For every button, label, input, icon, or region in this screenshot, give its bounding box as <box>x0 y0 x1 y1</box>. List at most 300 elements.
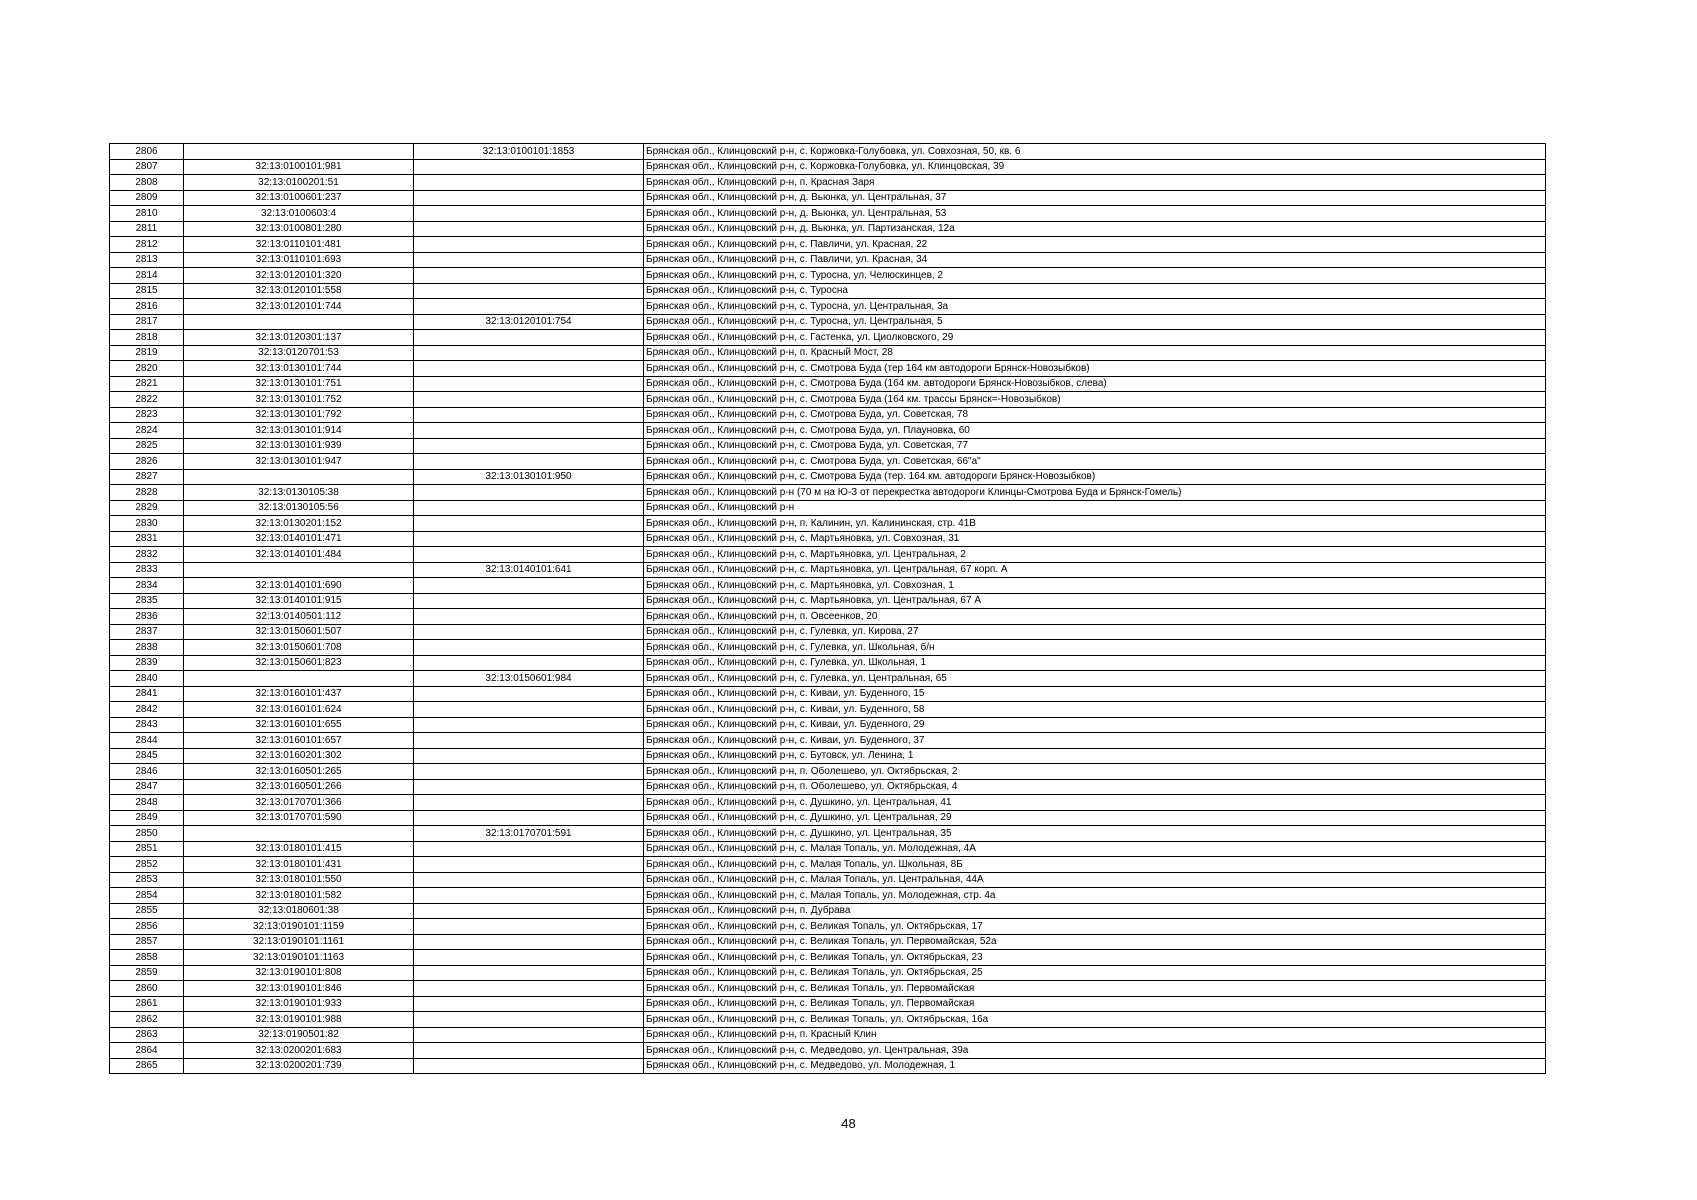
table-row <box>110 190 1546 206</box>
row-number-cell: 2834 <box>110 578 184 594</box>
address-cell: Брянская обл., Клинцовский р-н, с. Мартьяновка, ул. Центральная, 2 <box>644 547 1546 563</box>
cadastral-number-a-cell: 32:13:0140501:112 <box>184 609 414 625</box>
table-row <box>110 733 1546 749</box>
table-row <box>110 779 1546 795</box>
address-cell: Брянская обл., Клинцовский р-н, д. Вьюнка, ул. Центральная, 53 <box>644 206 1546 222</box>
cadastral-number-a-cell <box>184 144 414 160</box>
row-number-cell: 2864 <box>110 1043 184 1059</box>
row-number-cell: 2842 <box>110 702 184 718</box>
cadastral-number-b-cell <box>414 981 644 997</box>
address-cell: Брянская обл., Клинцовский р-н, с. Мартьяновка, ул. Центральная, 67 корп. А <box>644 562 1546 578</box>
table-row <box>110 624 1546 640</box>
cadastral-number-a-cell <box>184 671 414 687</box>
address-cell: Брянская обл., Клинцовский р-н, п. Калинин, ул. Калининская, стр. 41В <box>644 516 1546 532</box>
cadastral-number-b-cell <box>414 950 644 966</box>
row-number-cell: 2847 <box>110 779 184 795</box>
cadastral-number-a-cell: 32:13:0170701:590 <box>184 810 414 826</box>
cadastral-number-b-cell <box>414 159 644 175</box>
address-cell: Брянская обл., Клинцовский р-н, с. Душкино, ул. Центральная, 41 <box>644 795 1546 811</box>
table-row <box>110 857 1546 873</box>
cadastral-number-a-cell: 32:13:0100201:51 <box>184 175 414 191</box>
cadastral-number-a-cell: 32:13:0130101:744 <box>184 361 414 377</box>
cadastral-number-a-cell: 32:13:0130105:38 <box>184 485 414 501</box>
cadastral-number-b-cell <box>414 593 644 609</box>
cadastral-number-b-cell <box>414 810 644 826</box>
table-row <box>110 841 1546 857</box>
address-cell: Брянская обл., Клинцовский р-н, п. Красный Клин <box>644 1027 1546 1043</box>
table-row <box>110 1012 1546 1028</box>
address-cell: Брянская обл., Клинцовский р-н, с. Гулевка, ул. Школьная, 1 <box>644 655 1546 671</box>
table-row <box>110 562 1546 578</box>
cadastral-number-b-cell <box>414 624 644 640</box>
cadastral-number-b-cell <box>414 454 644 470</box>
cadastral-number-b-cell <box>414 702 644 718</box>
address-cell: Брянская обл., Клинцовский р-н (70 м на Ю-З от перекрестка автодороги Клинцы-Смотрова Буда и Брянск-Гомель) <box>644 485 1546 501</box>
row-number-cell: 2827 <box>110 469 184 485</box>
cadastral-number-b-cell <box>414 485 644 501</box>
address-cell: Брянская обл., Клинцовский р-н, с. Медведово, ул. Центральная, 39а <box>644 1043 1546 1059</box>
cadastral-number-a-cell: 32:13:0140101:915 <box>184 593 414 609</box>
row-number-cell: 2844 <box>110 733 184 749</box>
address-cell: Брянская обл., Клинцовский р-н, с. Мартьяновка, ул. Центральная, 67 А <box>644 593 1546 609</box>
cadastral-number-a-cell: 32:13:0120101:320 <box>184 268 414 284</box>
address-cell: Брянская обл., Клинцовский р-н, п. Красный Мост, 28 <box>644 345 1546 361</box>
address-cell: Брянская обл., Клинцовский р-н, с. Павличи, ул. Красная, 22 <box>644 237 1546 253</box>
cadastral-number-b-cell <box>414 547 644 563</box>
cadastral-number-a-cell: 32:13:0150601:507 <box>184 624 414 640</box>
cadastral-number-b-cell <box>414 717 644 733</box>
row-number-cell: 2815 <box>110 283 184 299</box>
row-number-cell: 2818 <box>110 330 184 346</box>
cadastral-number-b-cell <box>414 779 644 795</box>
row-number-cell: 2838 <box>110 640 184 656</box>
cadastral-number-a-cell: 32:13:0130101:939 <box>184 438 414 454</box>
row-number-cell: 2808 <box>110 175 184 191</box>
address-cell: Брянская обл., Клинцовский р-н, с. Великая Топаль, ул. Октябрьская, 23 <box>644 950 1546 966</box>
row-number-cell: 2836 <box>110 609 184 625</box>
row-number-cell: 2850 <box>110 826 184 842</box>
row-number-cell: 2816 <box>110 299 184 315</box>
cadastral-number-a-cell: 32:13:0110101:693 <box>184 252 414 268</box>
row-number-cell: 2843 <box>110 717 184 733</box>
row-number-cell: 2823 <box>110 407 184 423</box>
cadastral-number-b-cell <box>414 221 644 237</box>
address-cell: Брянская обл., Клинцовский р-н, д. Вьюнка, ул. Центральная, 37 <box>644 190 1546 206</box>
table-row <box>110 392 1546 408</box>
table-row <box>110 454 1546 470</box>
address-cell: Брянская обл., Клинцовский р-н, п. Дубрава <box>644 903 1546 919</box>
address-cell: Брянская обл., Клинцовский р-н, с. Смотрова Буда (164 км. трассы Брянск=-Новозыбков) <box>644 392 1546 408</box>
row-number-cell: 2832 <box>110 547 184 563</box>
row-number-cell: 2821 <box>110 376 184 392</box>
cadastral-number-b-cell <box>414 764 644 780</box>
address-cell: Брянская обл., Клинцовский р-н, с. Душкино, ул. Центральная, 29 <box>644 810 1546 826</box>
address-cell: Брянская обл., Клинцовский р-н, с. Туросна <box>644 283 1546 299</box>
row-number-cell: 2849 <box>110 810 184 826</box>
row-number-cell: 2809 <box>110 190 184 206</box>
table-row <box>110 872 1546 888</box>
cadastral-number-a-cell: 32:13:0120101:558 <box>184 283 414 299</box>
cadastral-number-a-cell: 32:13:0140101:690 <box>184 578 414 594</box>
row-number-cell: 2825 <box>110 438 184 454</box>
row-number-cell: 2833 <box>110 562 184 578</box>
address-cell: Брянская обл., Клинцовский р-н, с. Киваи, ул. Буденного, 29 <box>644 717 1546 733</box>
address-cell: Брянская обл., Клинцовский р-н, с. Гастенка, ул. Циолковского, 29 <box>644 330 1546 346</box>
row-number-cell: 2861 <box>110 996 184 1012</box>
cadastral-number-a-cell: 32:13:0120101:744 <box>184 299 414 315</box>
cadastral-number-a-cell: 32:13:0100801:280 <box>184 221 414 237</box>
table-row <box>110 1027 1546 1043</box>
table-row <box>110 252 1546 268</box>
cadastral-number-b-cell <box>414 175 644 191</box>
address-cell: Брянская обл., Клинцовский р-н, с. Гулевка, ул. Школьная, б/н <box>644 640 1546 656</box>
row-number-cell: 2826 <box>110 454 184 470</box>
table-row <box>110 299 1546 315</box>
address-cell: Брянская обл., Клинцовский р-н, с. Мартьяновка, ул. Совхозная, 31 <box>644 531 1546 547</box>
row-number-cell: 2840 <box>110 671 184 687</box>
table-row <box>110 826 1546 842</box>
table-row <box>110 640 1546 656</box>
table-row <box>110 485 1546 501</box>
row-number-cell: 2858 <box>110 950 184 966</box>
table-row <box>110 314 1546 330</box>
address-cell: Брянская обл., Клинцовский р-н, с. Великая Топаль, ул. Октябрьская, 17 <box>644 919 1546 935</box>
cadastral-number-a-cell: 32:13:0160101:624 <box>184 702 414 718</box>
row-number-cell: 2822 <box>110 392 184 408</box>
cadastral-number-a-cell: 32:13:0190101:933 <box>184 996 414 1012</box>
row-number-cell: 2856 <box>110 919 184 935</box>
address-cell: Брянская обл., Клинцовский р-н, с. Малая Топаль, ул. Молодежная, стр. 4а <box>644 888 1546 904</box>
address-cell: Брянская обл., Клинцовский р-н, с. Смотрова Буда, ул. Советская, 78 <box>644 407 1546 423</box>
table-row <box>110 965 1546 981</box>
table-row <box>110 531 1546 547</box>
cadastral-number-a-cell <box>184 826 414 842</box>
table-row <box>110 981 1546 997</box>
row-number-cell: 2863 <box>110 1027 184 1043</box>
row-number-cell: 2807 <box>110 159 184 175</box>
cadastral-number-a-cell: 32:13:0110101:481 <box>184 237 414 253</box>
row-number-cell: 2837 <box>110 624 184 640</box>
cadastral-number-b-cell <box>414 903 644 919</box>
cadastral-number-a-cell: 32:13:0150601:708 <box>184 640 414 656</box>
row-number-cell: 2811 <box>110 221 184 237</box>
table-row <box>110 903 1546 919</box>
cadastral-number-a-cell: 32:13:0140101:484 <box>184 547 414 563</box>
row-number-cell: 2830 <box>110 516 184 532</box>
table-row <box>110 655 1546 671</box>
cadastral-number-b-cell <box>414 206 644 222</box>
table-row <box>110 500 1546 516</box>
cadastral-number-b-cell <box>414 516 644 532</box>
cadastral-number-b-cell <box>414 392 644 408</box>
table-row <box>110 376 1546 392</box>
cadastral-number-b-cell <box>414 686 644 702</box>
cadastral-number-b-cell <box>414 996 644 1012</box>
table-row <box>110 593 1546 609</box>
cadastral-number-b-cell: 32:13:0170701:591 <box>414 826 644 842</box>
cadastral-number-a-cell: 32:13:0160501:266 <box>184 779 414 795</box>
row-number-cell: 2820 <box>110 361 184 377</box>
cadastral-number-a-cell: 32:13:0180101:431 <box>184 857 414 873</box>
cadastral-number-a-cell <box>184 469 414 485</box>
table-row <box>110 764 1546 780</box>
cadastral-number-b-cell <box>414 888 644 904</box>
cadastral-number-b-cell <box>414 299 644 315</box>
cadastral-number-b-cell <box>414 190 644 206</box>
address-cell: Брянская обл., Клинцовский р-н, с. Туросна, ул. Челюскинцев, 2 <box>644 268 1546 284</box>
table-row <box>110 469 1546 485</box>
address-cell: Брянская обл., Клинцовский р-н, с. Великая Топаль, ул. Октябрьская, 16а <box>644 1012 1546 1028</box>
table-row <box>110 919 1546 935</box>
address-cell: Брянская обл., Клинцовский р-н, с. Коржовка-Голубовка, ул. Клинцовская, 39 <box>644 159 1546 175</box>
table-row <box>110 748 1546 764</box>
cadastral-number-a-cell: 32:13:0140101:471 <box>184 531 414 547</box>
cadastral-number-a-cell: 32:13:0160201:302 <box>184 748 414 764</box>
cadastral-number-a-cell: 32:13:0180101:550 <box>184 872 414 888</box>
cadastral-number-a-cell: 32:13:0100601:237 <box>184 190 414 206</box>
table-row <box>110 516 1546 532</box>
table-row <box>110 330 1546 346</box>
table-row <box>110 159 1546 175</box>
cadastral-number-a-cell: 32:13:0130101:947 <box>184 454 414 470</box>
row-number-cell: 2865 <box>110 1058 184 1074</box>
address-cell: Брянская обл., Клинцовский р-н, с. Великая Топаль, ул. Первомайская, 52а <box>644 934 1546 950</box>
cadastral-number-b-cell <box>414 1043 644 1059</box>
row-number-cell: 2824 <box>110 423 184 439</box>
table-row <box>110 283 1546 299</box>
cadastral-number-b-cell <box>414 965 644 981</box>
table-row <box>110 795 1546 811</box>
table-row <box>110 547 1546 563</box>
cadastral-number-b-cell <box>414 748 644 764</box>
address-cell: Брянская обл., Клинцовский р-н, с. Медведово, ул. Молодежная, 1 <box>644 1058 1546 1074</box>
address-cell: Брянская обл., Клинцовский р-н, с. Смотрова Буда, ул. Советская, 77 <box>644 438 1546 454</box>
table-row <box>110 361 1546 377</box>
table-row <box>110 609 1546 625</box>
cadastral-number-a-cell: 32:13:0160501:265 <box>184 764 414 780</box>
address-cell: Брянская обл., Клинцовский р-н, с. Смотрова Буда (тер 164 км автодороги Брянск-Новозыбков) <box>644 361 1546 377</box>
registry-body <box>110 144 1546 1074</box>
address-cell: Брянская обл., Клинцовский р-н, с. Великая Топаль, ул. Первомайская <box>644 996 1546 1012</box>
cadastral-number-a-cell: 32:13:0130101:752 <box>184 392 414 408</box>
cadastral-number-a-cell: 32:13:0100101:981 <box>184 159 414 175</box>
cadastral-number-a-cell: 32:13:0120301:137 <box>184 330 414 346</box>
cadastral-number-a-cell: 32:13:0120701:53 <box>184 345 414 361</box>
row-number-cell: 2813 <box>110 252 184 268</box>
table-row <box>110 888 1546 904</box>
table-row <box>110 578 1546 594</box>
page-number: 48 <box>841 1116 856 1131</box>
cadastral-number-b-cell <box>414 1027 644 1043</box>
address-cell: Брянская обл., Клинцовский р-н, с. Киваи, ул. Буденного, 58 <box>644 702 1546 718</box>
cadastral-number-b-cell: 32:13:0150601:984 <box>414 671 644 687</box>
registry-table <box>109 143 1546 1074</box>
cadastral-number-b-cell <box>414 283 644 299</box>
address-cell: Брянская обл., Клинцовский р-н, п. Оболешево, ул. Октябрьская, 2 <box>644 764 1546 780</box>
table-row <box>110 237 1546 253</box>
row-number-cell: 2851 <box>110 841 184 857</box>
cadastral-number-b-cell <box>414 640 644 656</box>
cadastral-number-b-cell <box>414 252 644 268</box>
address-cell: Брянская обл., Клинцовский р-н, с. Мартьяновка, ул. Совхозная, 1 <box>644 578 1546 594</box>
address-cell: Брянская обл., Клинцовский р-н, п. Овсеенков, 20 <box>644 609 1546 625</box>
cadastral-number-a-cell: 32:13:0130101:914 <box>184 423 414 439</box>
cadastral-number-b-cell <box>414 423 644 439</box>
row-number-cell: 2814 <box>110 268 184 284</box>
cadastral-number-a-cell: 32:13:0100603:4 <box>184 206 414 222</box>
table-row <box>110 1058 1546 1074</box>
address-cell: Брянская обл., Клинцовский р-н, с. Смотрова Буда (тер. 164 км. автодороги Брянск-Новозыбков) <box>644 469 1546 485</box>
table-row <box>110 144 1546 160</box>
address-cell: Брянская обл., Клинцовский р-н, с. Коржовка-Голубовка, ул. Совхозная, 50, кв. 6 <box>644 144 1546 160</box>
cadastral-number-a-cell: 32:13:0190101:1161 <box>184 934 414 950</box>
cadastral-number-a-cell: 32:13:0180601:38 <box>184 903 414 919</box>
row-number-cell: 2845 <box>110 748 184 764</box>
address-cell: Брянская обл., Клинцовский р-н, п. Красная Заря <box>644 175 1546 191</box>
cadastral-number-b-cell <box>414 578 644 594</box>
cadastral-number-b-cell <box>414 376 644 392</box>
address-cell: Брянская обл., Клинцовский р-н, с. Туросна, ул. Центральная, 3а <box>644 299 1546 315</box>
cadastral-number-b-cell <box>414 407 644 423</box>
row-number-cell: 2819 <box>110 345 184 361</box>
address-cell: Брянская обл., Клинцовский р-н, с. Смотрова Буда (164 км. автодороги Брянск-Новозыбков, слева) <box>644 376 1546 392</box>
cadastral-number-b-cell: 32:13:0130101:950 <box>414 469 644 485</box>
cadastral-number-b-cell <box>414 268 644 284</box>
row-number-cell: 2806 <box>110 144 184 160</box>
row-number-cell: 2853 <box>110 872 184 888</box>
cadastral-number-b-cell <box>414 872 644 888</box>
row-number-cell: 2817 <box>110 314 184 330</box>
table-row <box>110 175 1546 191</box>
cadastral-number-b-cell: 32:13:0120101:754 <box>414 314 644 330</box>
address-cell: Брянская обл., Клинцовский р-н, с. Малая Топаль, ул. Школьная, 8Б <box>644 857 1546 873</box>
row-number-cell: 2810 <box>110 206 184 222</box>
address-cell: Брянская обл., Клинцовский р-н, с. Малая Топаль, ул. Центральная, 44А <box>644 872 1546 888</box>
cadastral-number-a-cell: 32:13:0160101:437 <box>184 686 414 702</box>
row-number-cell: 2846 <box>110 764 184 780</box>
table-row <box>110 810 1546 826</box>
table-row <box>110 934 1546 950</box>
table-row <box>110 438 1546 454</box>
cadastral-number-a-cell: 32:13:0190501:82 <box>184 1027 414 1043</box>
cadastral-number-b-cell <box>414 609 644 625</box>
address-cell: Брянская обл., Клинцовский р-н, с. Киваи, ул. Буденного, 37 <box>644 733 1546 749</box>
cadastral-number-b-cell: 32:13:0140101:641 <box>414 562 644 578</box>
row-number-cell: 2829 <box>110 500 184 516</box>
address-cell: Брянская обл., Клинцовский р-н, с. Гулевка, ул. Кирова, 27 <box>644 624 1546 640</box>
cadastral-number-b-cell <box>414 919 644 935</box>
table-row <box>110 407 1546 423</box>
cadastral-number-a-cell: 32:13:0190101:846 <box>184 981 414 997</box>
cadastral-number-b-cell <box>414 841 644 857</box>
cadastral-number-b-cell <box>414 857 644 873</box>
row-number-cell: 2860 <box>110 981 184 997</box>
cadastral-number-a-cell: 32:13:0150601:823 <box>184 655 414 671</box>
table-row <box>110 950 1546 966</box>
address-cell: Брянская обл., Клинцовский р-н, с. Душкино, ул. Центральная, 35 <box>644 826 1546 842</box>
table-row <box>110 702 1546 718</box>
row-number-cell: 2841 <box>110 686 184 702</box>
cadastral-number-a-cell: 32:13:0130201:152 <box>184 516 414 532</box>
address-cell: Брянская обл., Клинцовский р-н, с. Туросна, ул. Центральная, 5 <box>644 314 1546 330</box>
table-row <box>110 996 1546 1012</box>
table-row <box>110 221 1546 237</box>
cadastral-number-b-cell <box>414 1012 644 1028</box>
cadastral-number-a-cell: 32:13:0130101:751 <box>184 376 414 392</box>
address-cell: Брянская обл., Клинцовский р-н, с. Смотрова Буда, ул. Советская, 66"а" <box>644 454 1546 470</box>
cadastral-number-a-cell: 32:13:0200201:739 <box>184 1058 414 1074</box>
table-row <box>110 686 1546 702</box>
row-number-cell: 2828 <box>110 485 184 501</box>
address-cell: Брянская обл., Клинцовский р-н, с. Великая Топаль, ул. Первомайская <box>644 981 1546 997</box>
cadastral-number-b-cell <box>414 438 644 454</box>
address-cell: Брянская обл., Клинцовский р-н, с. Киваи, ул. Буденного, 15 <box>644 686 1546 702</box>
row-number-cell: 2859 <box>110 965 184 981</box>
table-row <box>110 268 1546 284</box>
cadastral-number-b-cell <box>414 655 644 671</box>
row-number-cell: 2848 <box>110 795 184 811</box>
address-cell: Брянская обл., Клинцовский р-н, с. Гулевка, ул. Центральная, 65 <box>644 671 1546 687</box>
address-cell: Брянская обл., Клинцовский р-н, д. Вьюнка, ул. Партизанская, 12а <box>644 221 1546 237</box>
table-row <box>110 345 1546 361</box>
cadastral-number-a-cell: 32:13:0190101:808 <box>184 965 414 981</box>
cadastral-number-a-cell: 32:13:0190101:1163 <box>184 950 414 966</box>
address-cell: Брянская обл., Клинцовский р-н, с. Смотрова Буда, ул. Плауновка, 60 <box>644 423 1546 439</box>
row-number-cell: 2855 <box>110 903 184 919</box>
address-cell: Брянская обл., Клинцовский р-н, с. Малая Топаль, ул. Молодежная, 4А <box>644 841 1546 857</box>
row-number-cell: 2862 <box>110 1012 184 1028</box>
cadastral-number-a-cell <box>184 562 414 578</box>
table-row <box>110 1043 1546 1059</box>
row-number-cell: 2852 <box>110 857 184 873</box>
table-row <box>110 423 1546 439</box>
address-cell: Брянская обл., Клинцовский р-н, с. Великая Топаль, ул. Октябрьская, 25 <box>644 965 1546 981</box>
table-row <box>110 206 1546 222</box>
table-row <box>110 717 1546 733</box>
row-number-cell: 2812 <box>110 237 184 253</box>
row-number-cell: 2857 <box>110 934 184 950</box>
cadastral-number-b-cell <box>414 934 644 950</box>
cadastral-number-b-cell <box>414 330 644 346</box>
cadastral-number-a-cell: 32:13:0190101:988 <box>184 1012 414 1028</box>
table-row <box>110 671 1546 687</box>
cadastral-number-a-cell: 32:13:0200201:683 <box>184 1043 414 1059</box>
address-cell: Брянская обл., Клинцовский р-н <box>644 500 1546 516</box>
cadastral-number-a-cell: 32:13:0130105:56 <box>184 500 414 516</box>
row-number-cell: 2854 <box>110 888 184 904</box>
cadastral-number-a-cell: 32:13:0160101:657 <box>184 733 414 749</box>
cadastral-number-b-cell <box>414 345 644 361</box>
cadastral-number-b-cell <box>414 795 644 811</box>
cadastral-number-b-cell <box>414 1058 644 1074</box>
cadastral-number-b-cell <box>414 531 644 547</box>
cadastral-number-a-cell <box>184 314 414 330</box>
cadastral-number-a-cell: 32:13:0190101:1159 <box>184 919 414 935</box>
cadastral-number-b-cell <box>414 733 644 749</box>
cadastral-number-b-cell <box>414 361 644 377</box>
cadastral-number-b-cell <box>414 237 644 253</box>
row-number-cell: 2835 <box>110 593 184 609</box>
cadastral-number-a-cell: 32:13:0130101:792 <box>184 407 414 423</box>
address-cell: Брянская обл., Клинцовский р-н, с. Бутовск, ул. Ленина, 1 <box>644 748 1546 764</box>
address-cell: Брянская обл., Клинцовский р-н, с. Павличи, ул. Красная, 34 <box>644 252 1546 268</box>
cadastral-number-a-cell: 32:13:0160101:655 <box>184 717 414 733</box>
row-number-cell: 2839 <box>110 655 184 671</box>
cadastral-number-a-cell: 32:13:0180101:582 <box>184 888 414 904</box>
row-number-cell: 2831 <box>110 531 184 547</box>
cadastral-number-b-cell <box>414 500 644 516</box>
cadastral-number-b-cell: 32:13:0100101:1853 <box>414 144 644 160</box>
